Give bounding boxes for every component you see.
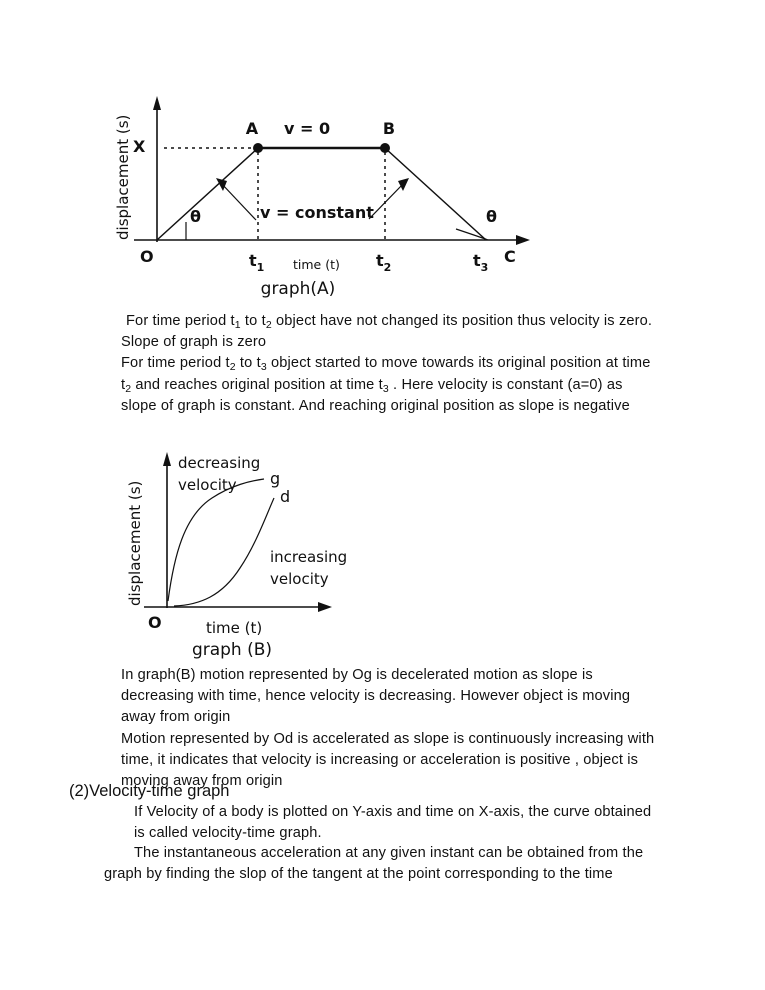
para2-text-a: For time period t [121,355,230,372]
graph-a-point-b-label: B [382,119,396,138]
paragraph-block-three [134,802,654,844]
paragraph-instantaneous-acceleration-line2: graph by finding the slop of the tangent at the point corresponding to the time [104,866,613,883]
graph-a-point-a-label: A [245,119,259,138]
graph-a-tick-t3: $t_3$ [473,251,489,274]
paragraph-instantaneous-acceleration-line1: The instantaneous acceleration at any given instant can be obtained from the [134,845,644,861]
paragraph-block-one [121,311,661,417]
para1-text-a: For time period t [126,313,235,329]
paragraph-t1-t2 [121,311,661,353]
graph-a-annotation-v-constant: v = constant [260,203,374,222]
para2-text-e: . Here velocity is constant (a=0) as slope of graph is constant. And reaching original position as slope is negative [121,376,630,414]
graph-a-origin-label: O [140,247,154,266]
graph-b-curve-g-label: g [270,469,281,488]
graph-a-annotation-v-zero: v = 0 [284,119,331,138]
graph-b-note-decreasing-line1: decreasing [178,454,261,472]
paragraph-od-accelerated: Motion represented by Od is accelerated as slope is continuously increasing with time, it indicates that velocity is increasing or acceleration is positive , object is moving away from origin [121,730,655,790]
paragraph-og-decelerated: In graph(B) motion represented by Og is decelerated motion as slope is decreasing with time, hence velocity is decreasing. However object is moving away from origin [121,667,631,726]
graph-b-caption: graph (B) [191,640,273,660]
graph-b-note-increasing-line1: increasing [270,548,348,566]
graph-a-point-a [253,143,263,153]
section-heading-velocity-time-graph: (2)Velocity-time graph [69,782,230,800]
para2-sub-3: 2 [125,382,132,395]
graph-a-y-value-label: X [133,137,146,156]
para2-sub-4: 3 [382,382,389,395]
graph-a-annotation-theta-left: θ [190,207,201,226]
graph-a-pointer-bc [369,183,404,219]
graph-b-curve-od [174,498,274,606]
graph-a-tick-t2: $t_2$ [376,251,392,274]
paragraph-velocity-definition: If Velocity of a body is plotted on Y-axis and time on X-axis, the curve obtained is called velocity-time graph. [134,804,652,842]
paragraph-block-four [104,843,664,885]
graph-a-annotation-theta-right: θ [486,207,497,226]
para2-sub-2: 3 [260,361,267,374]
graph-a-angle-arc-right [456,229,488,240]
para1-text-c: object have not changed its position thus velocity is zero. Slope of graph is zero [121,313,653,351]
graph-b-curve-og [168,479,264,601]
graph-b-x-axis-label: time (t) [206,619,263,637]
figure-graph-b [122,446,412,661]
graph-a-x-axis-arrow [516,235,530,245]
paragraph-t2-t3 [121,353,661,417]
para2-sub-1: 2 [229,361,236,374]
graph-b-curve-d-label: d [280,487,291,506]
graph-b-note-decreasing-line2: velocity [178,476,237,494]
graph-a-tick-t1: $t_1$ [249,251,265,274]
graph-a-segment-oa [157,148,258,240]
para1-sub-1: 1 [234,318,241,331]
paragraph-block-two [121,665,661,792]
graph-a-y-axis-arrow [153,96,161,110]
para1-text-b: to t [240,313,266,329]
graph-b-y-axis-label: displacement (s) [126,480,144,606]
para2-text-b: to t [235,355,261,372]
graph-a-segment-bc [385,148,486,240]
graph-a-pointer-bc-head [398,178,409,191]
graph-a-x-axis-label: time (t) [293,257,340,272]
graph-a-y-axis-label: displacement (s) [114,114,132,240]
graph-a-point-c-label: C [504,247,516,266]
graph-a-pointer-oa [221,183,256,220]
graph-b-origin-label: O [148,613,162,632]
graph-a-point-b [380,143,390,153]
graph-b-x-axis-arrow [318,602,332,612]
para2-text-c: object started to move towards its original position at time t [121,355,651,393]
graph-a-caption: graph(A) [260,279,336,299]
para1-sub-2: 2 [265,318,272,331]
para2-text-d: and reaches original position at time t [131,376,383,393]
figure-graph-a [108,92,548,302]
graph-b-note-increasing-line2: velocity [270,570,329,588]
graph-b-y-axis-arrow [163,452,171,466]
